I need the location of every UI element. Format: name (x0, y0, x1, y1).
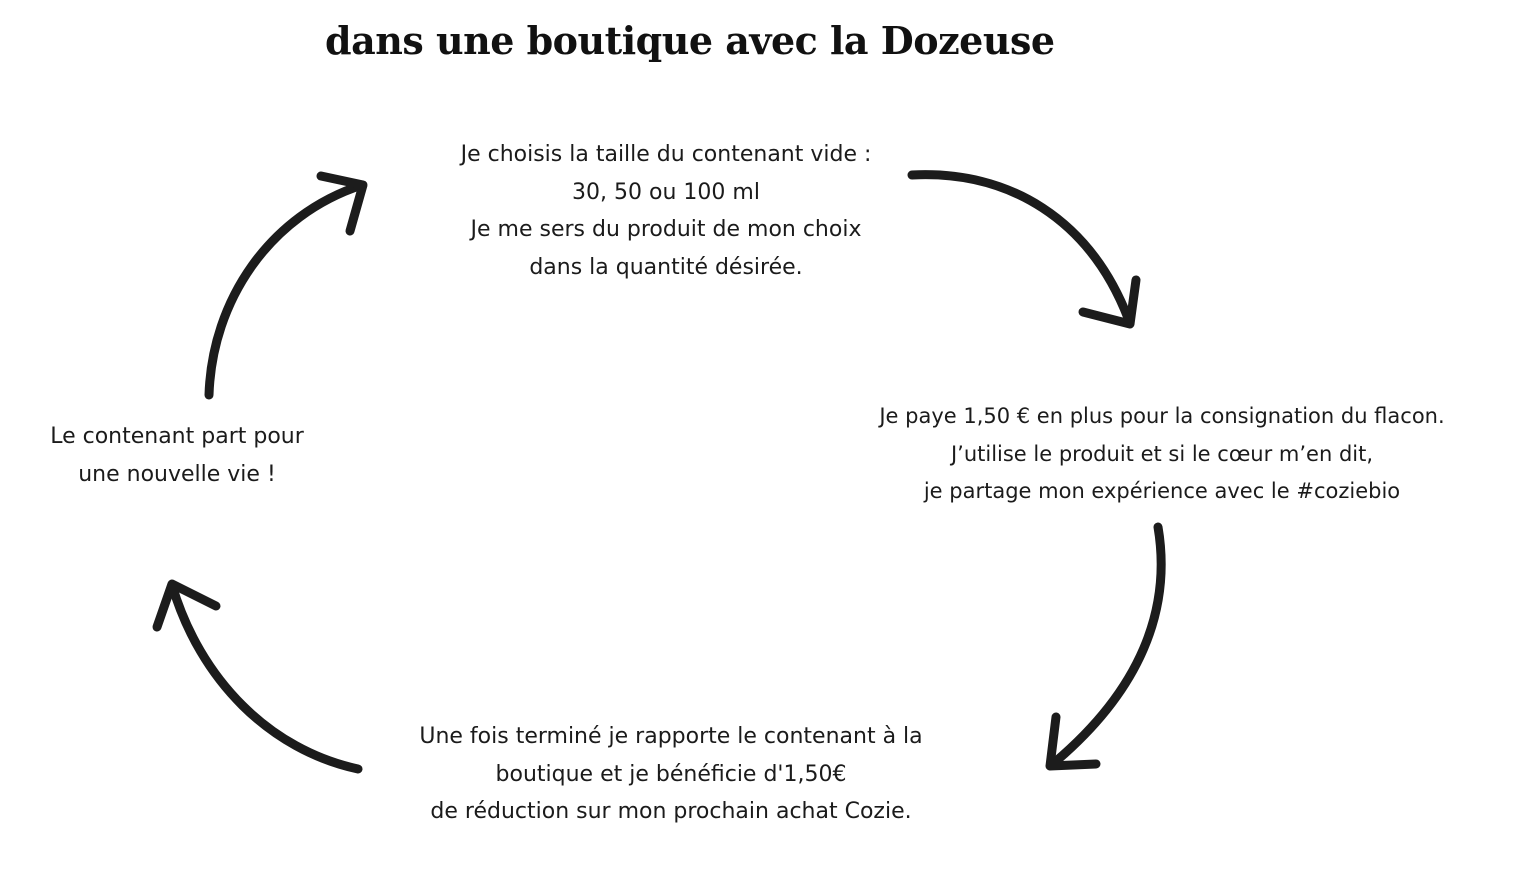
arrow-step2-to-step3-icon (1050, 527, 1161, 766)
step-3-line-3: de réduction sur mon prochain achat Cozie. (430, 799, 912, 824)
step-2-line-1: Je paye 1,50 € en plus pour la consignation du flacon. (879, 404, 1445, 428)
step-1-line-1: Je choisis la taille du contenant vide : (460, 142, 872, 167)
step-4-line-2: une nouvelle vie ! (78, 461, 276, 487)
step-2-line-2: J’utilise le produit et si le cœur m’en dit, (950, 441, 1374, 466)
step-3-line-2: boutique et je bénéficie d'1,50€ (495, 761, 847, 787)
step-1-line-2: 30, 50 ou 100 ml (572, 179, 760, 205)
arrow-step4-to-step1-icon (209, 176, 363, 395)
step-2-line-3: je partage mon expérience avec le #coziebio (923, 479, 1401, 503)
step-1-line-3: Je me sers du produit de mon choix (470, 217, 862, 242)
step-4-line-1: Le contenant part pour (50, 424, 304, 449)
arrow-step3-to-step4-icon (157, 584, 358, 769)
arrow-step1-to-step2-icon (912, 175, 1136, 324)
diagram-title: dans une boutique avec la Dozeuse (325, 18, 1055, 63)
step-1-line-4: dans la quantité désirée. (529, 254, 803, 280)
step-3-line-1: Une fois terminé je rapporte le contenant à la (419, 724, 923, 749)
